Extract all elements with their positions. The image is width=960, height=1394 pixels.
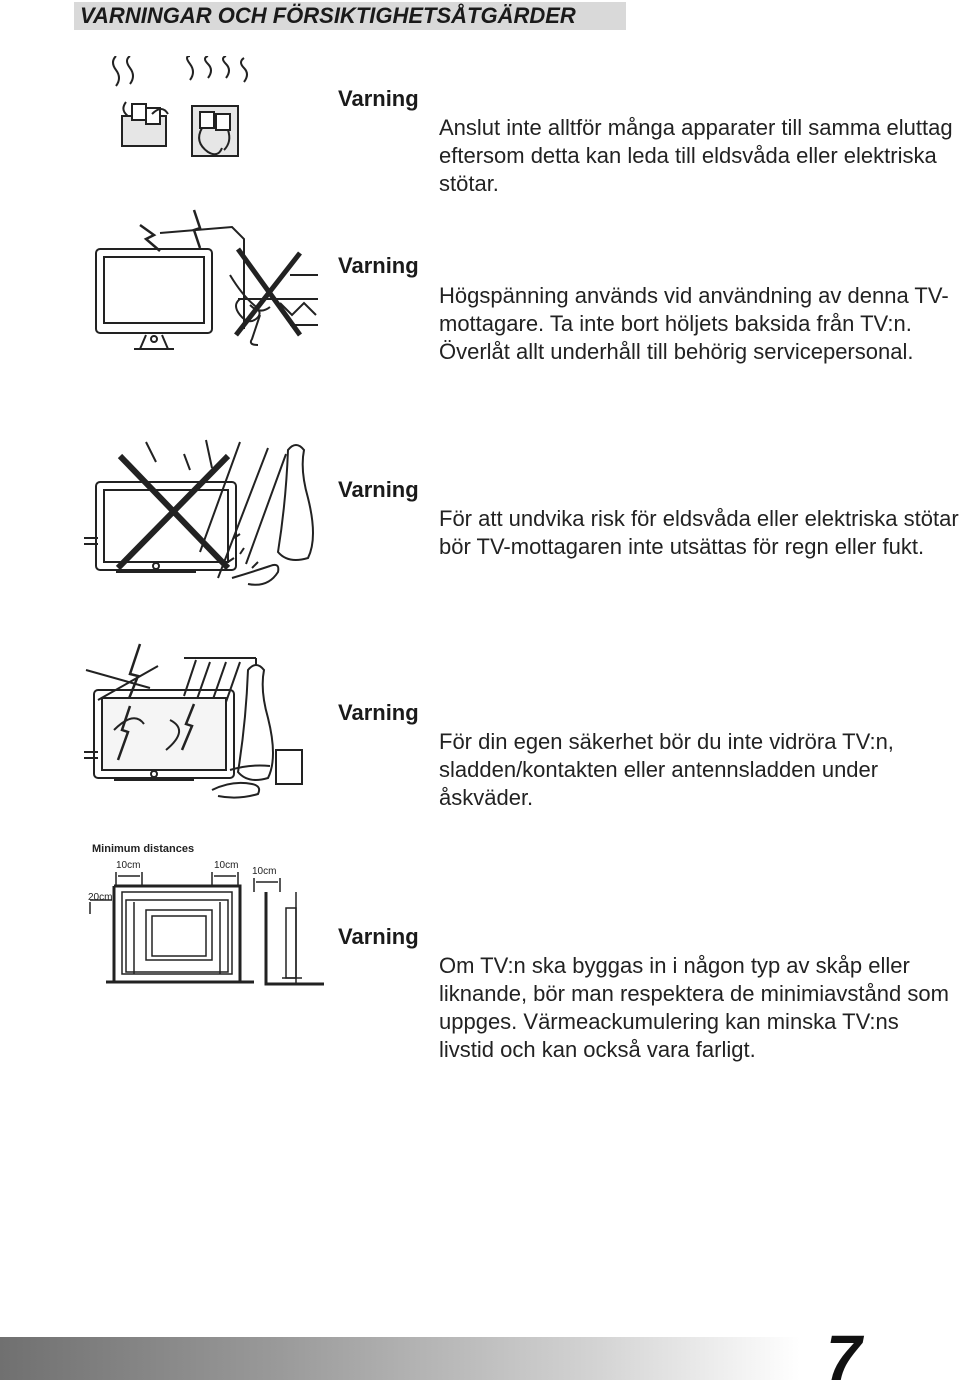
- warning-text-4: För din egen säkerhet bör du inte vidröra TV:n, sladden/kontakten eller antennsladden under åskväder.: [439, 729, 894, 810]
- warning-text-3: För att undvika risk för eldsvåda eller elektriska stötar bör TV-mottagaren inte utsättas för regn eller fukt.: [439, 506, 959, 559]
- diagram-heading: Minimum distances: [92, 843, 195, 855]
- no-rain-moisture-icon: [80, 438, 340, 593]
- diagram-distance-1: 10cm: [116, 860, 141, 871]
- warning-label-2: Varning: [338, 253, 419, 278]
- diagram-distance-3: 10cm: [252, 866, 277, 877]
- page-title: VARNINGAR OCH FÖRSIKTIGHETSÅTGÄRDER: [74, 2, 626, 30]
- warning-label-5: Varning: [338, 924, 419, 949]
- warning-label-1: Varning: [338, 86, 419, 111]
- page-number: 7: [826, 1322, 862, 1394]
- warning-text-5: Om TV:n ska byggas in i någon typ av skåp eller liknande, bör man respektera de minimiavstånd som uppges. Värmeackumulering kan minska TV:ns livstid och kan också vara farligt.: [439, 953, 949, 1062]
- overloaded-outlet-icon: [108, 56, 258, 166]
- thunderstorm-icon: [80, 640, 320, 805]
- warning-text-2: Högspänning används vid användning av denna TV-mottagare. Ta inte bort höljets baksida från TV:n. Överlåt allt underhåll till behörig servicepersonal.: [439, 283, 949, 364]
- no-back-cover-removal-icon: [90, 205, 320, 355]
- diagram-distance-2: 10cm: [214, 860, 239, 871]
- warning-label-3: Varning: [338, 477, 419, 502]
- warning-label-4: Varning: [338, 700, 419, 725]
- footer-bar: [0, 1337, 800, 1380]
- minimum-distances-icon: [86, 840, 326, 992]
- diagram-distance-4: 20cm: [88, 892, 113, 903]
- warning-text-1: Anslut inte alltför många apparater till samma eluttag eftersom detta kan leda till eldsvåda eller elektriska stötar.: [439, 115, 953, 196]
